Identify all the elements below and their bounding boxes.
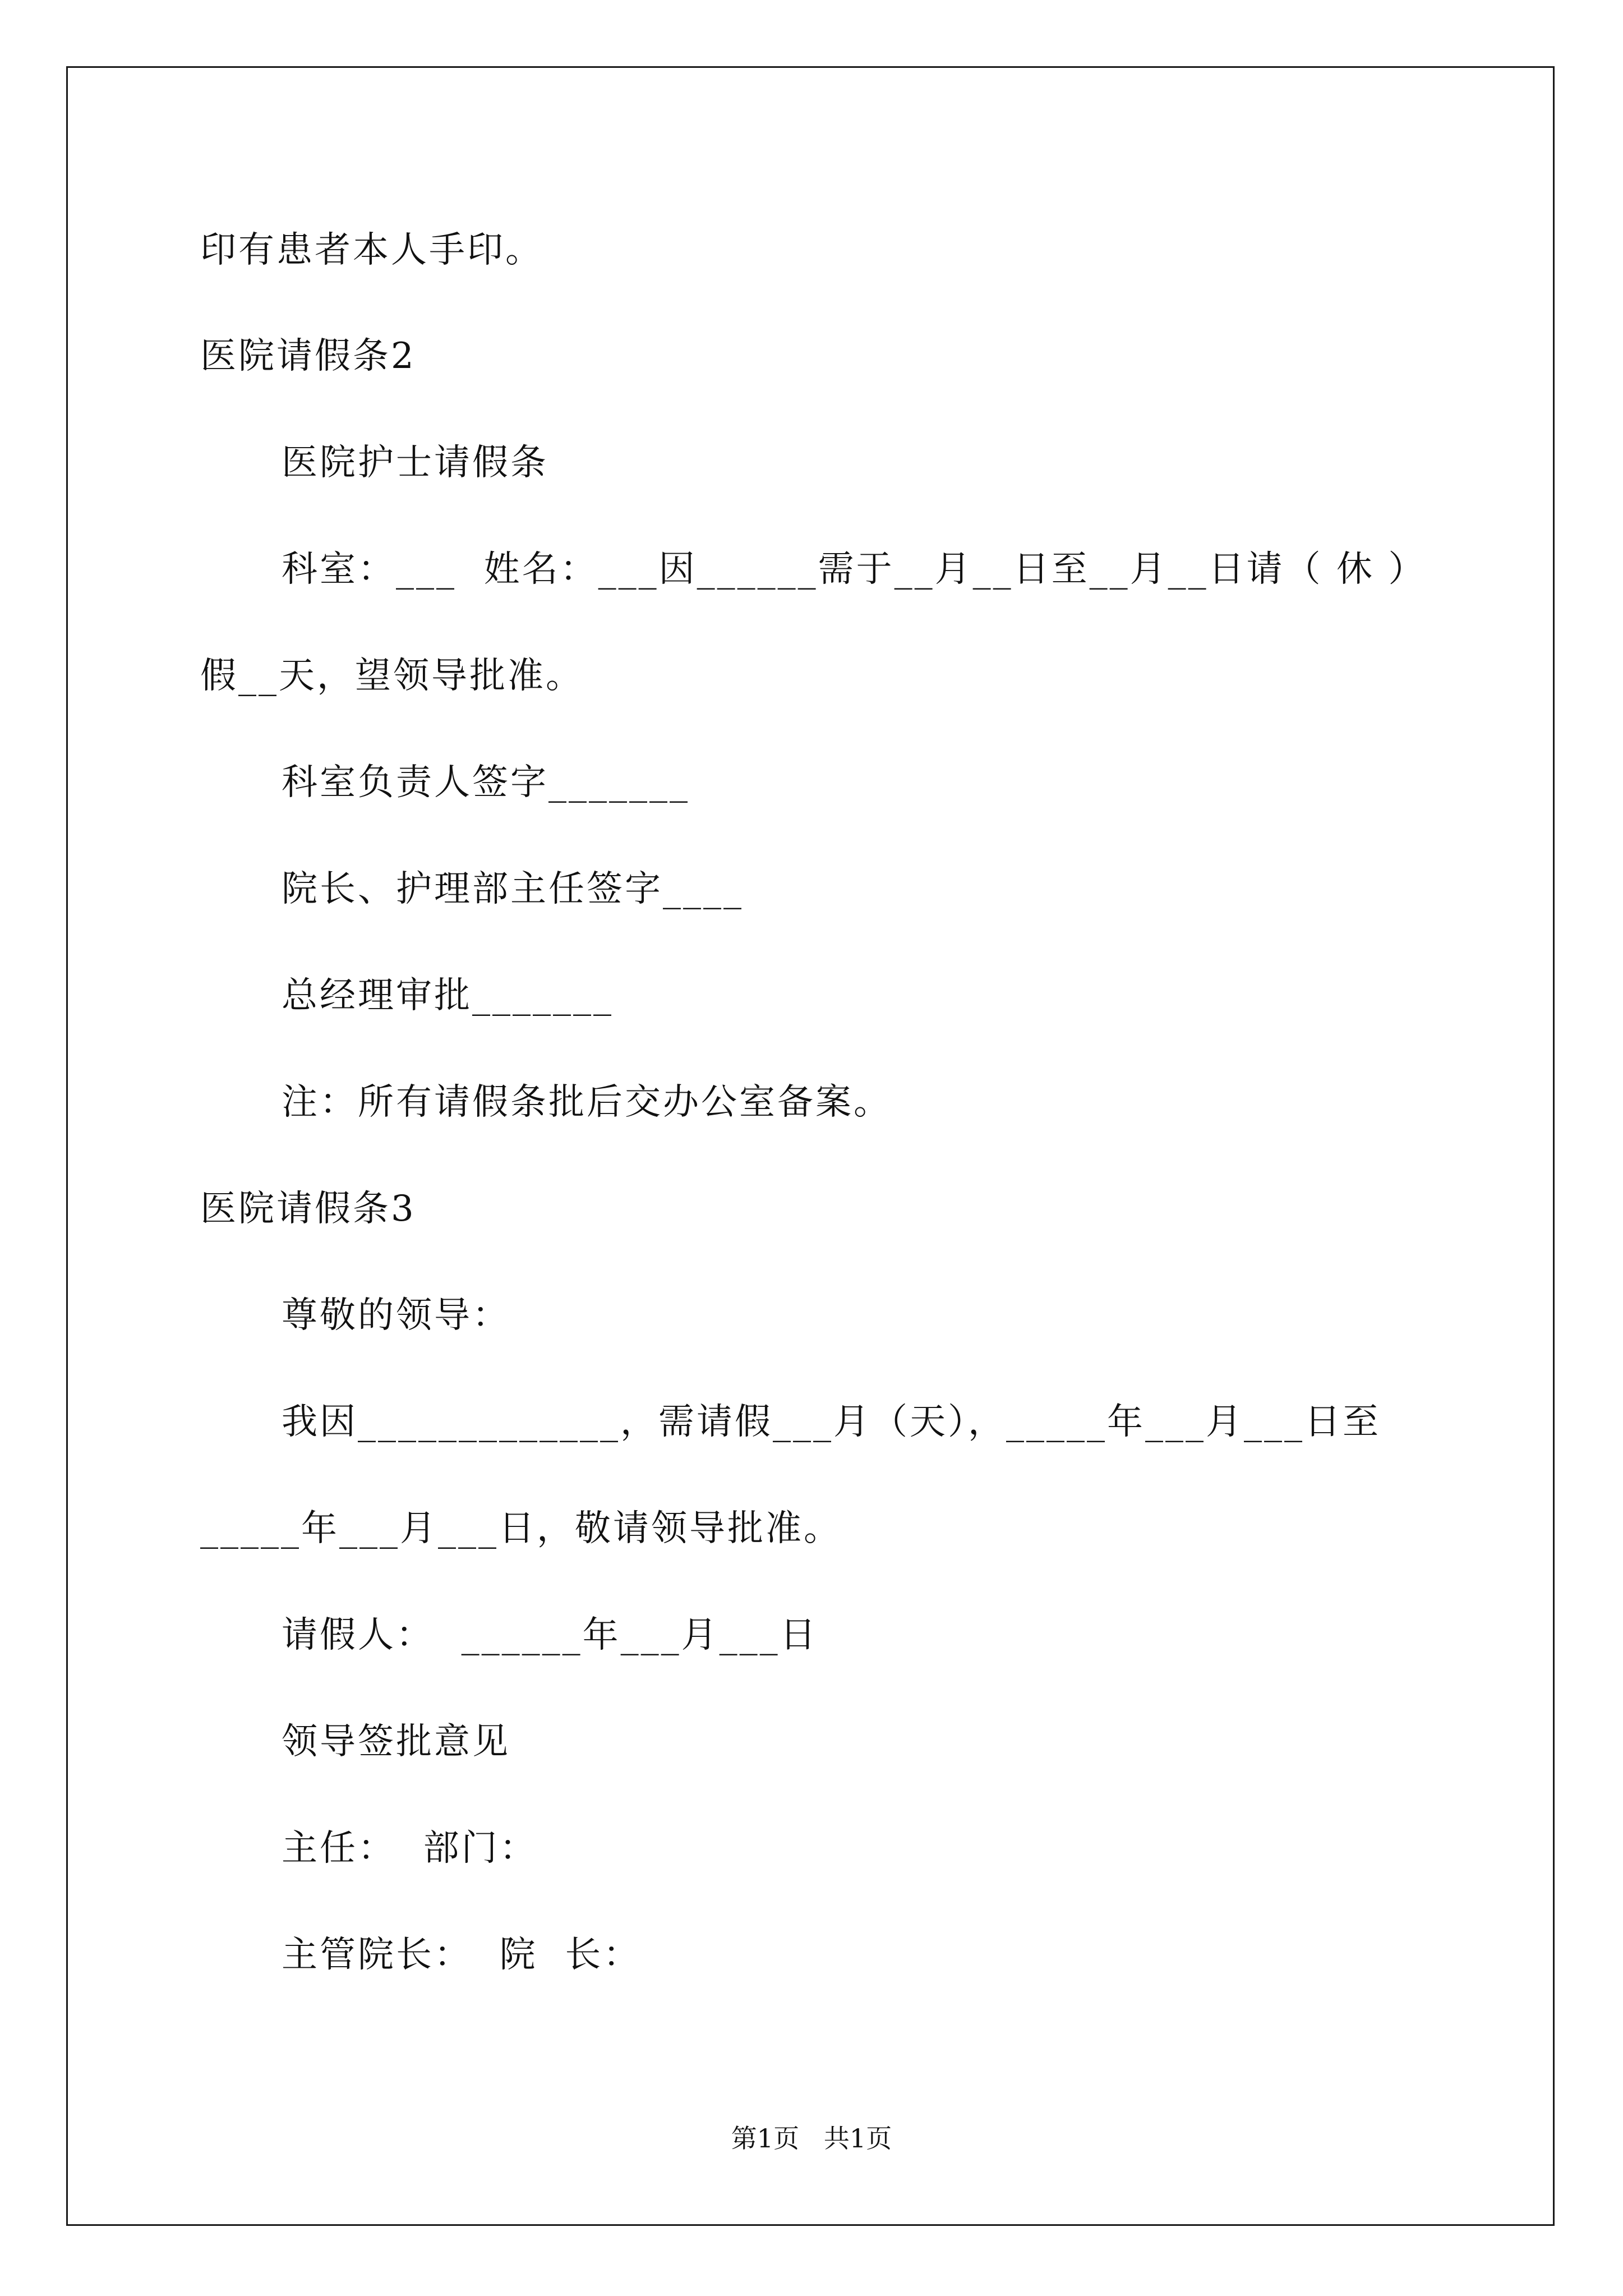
leave-form-line: 科室：___ 姓名：___因______需于__月__日至__月__日请（ 休 ） [282,549,1427,590]
applicant-line: 请假人： ______年___月___日 [282,1614,818,1656]
request-body-line: 我因_____________，需请假___月（天），_____年___月___日至 [282,1401,1381,1443]
note-line: 注：所有请假条批后交办公室备案。 [282,1082,892,1123]
section-heading-3: 医院请假条3 [200,1188,416,1230]
director-department-line: 主任： 部门： [282,1828,538,1869]
general-manager-approval: 总经理审批_______ [282,975,614,1016]
paragraph-continuation: 印有患者本人手印。 [200,229,543,271]
president-line: 主管院长： 院 长： [282,1934,642,1976]
department-head-signature: 科室负责人签字_______ [282,762,690,803]
director-signature: 院长、护理部主任签字____ [282,868,744,910]
page-number: 第1页 共1页 [731,2123,892,2154]
approval-opinion-label: 领导签批意见 [282,1721,510,1763]
form-title: 医院护士请假条 [282,442,548,484]
leave-form-line-wrap: 假__天，望领导批准。 [200,655,584,697]
page-frame [66,66,1555,2226]
request-body-line-wrap: _____年___月___日，敬请领导批准。 [200,1508,842,1549]
section-heading-2: 医院请假条2 [200,335,416,377]
salutation: 尊敬的领导： [282,1295,510,1336]
